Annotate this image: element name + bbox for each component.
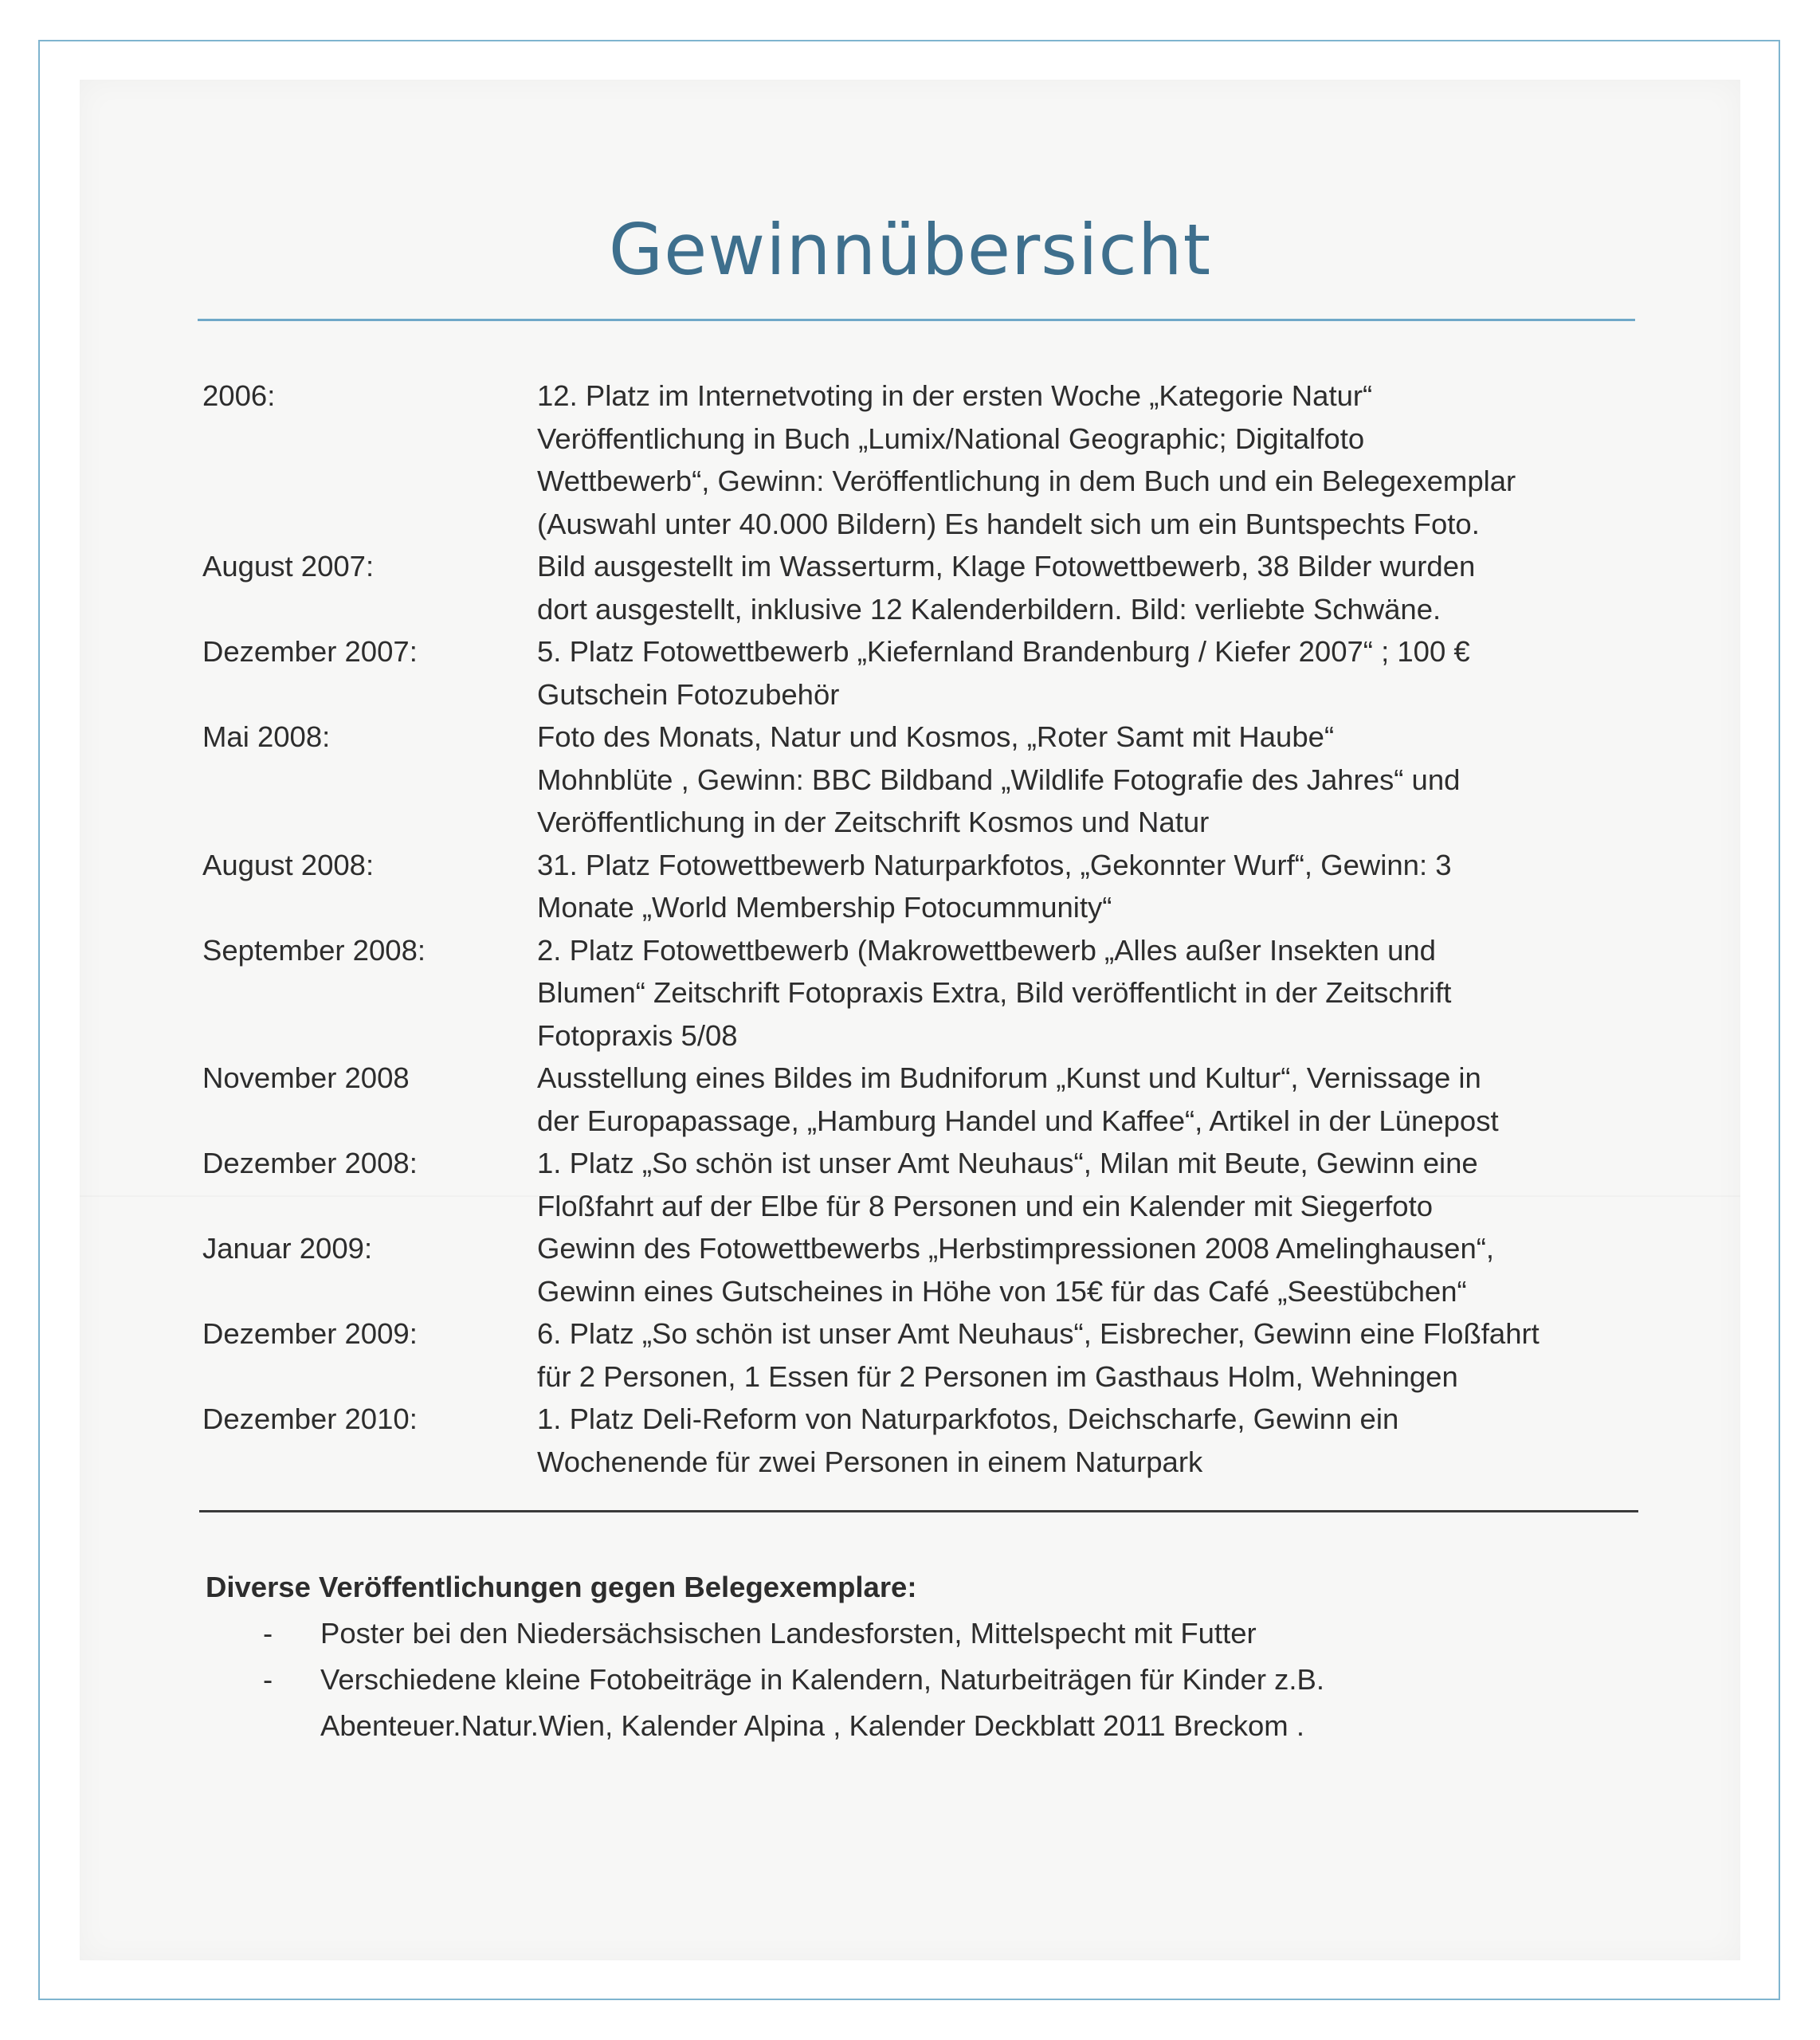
award-description-line: 6. Platz „So schön ist unser Amt Neuhaus“, Eisbrecher, Gewinn eine Floßfahrt [537, 1317, 1540, 1350]
award-date: Januar 2009: [202, 1232, 373, 1265]
publication-text [320, 1657, 1324, 1749]
publication-item [206, 1657, 1640, 1749]
award-description-line: für 2 Personen, 1 Essen für 2 Personen im Gasthaus Holm, Wehningen [537, 1359, 1458, 1393]
award-description [537, 929, 1637, 1057]
award-description-line: Monate „World Membership Fotocummunity“ [537, 891, 1112, 924]
award-description-line: Veröffentlichung in der Zeitschrift Kosmos und Natur [537, 806, 1210, 838]
bullet-dash: - [263, 1663, 273, 1696]
award-entry [202, 1398, 1637, 1483]
award-description-line: Blumen“ Zeitschrift Fotopraxis Extra, Bild veröffentlicht in der Zeitschrift [537, 976, 1452, 1009]
award-description-line: Gewinn des Fotowettbewerbs „Herbstimpressionen 2008 Amelinghausen“, [537, 1232, 1495, 1265]
award-description-line: Mohnblüte , Gewinn: BBC Bildband „Wildlife Fotografie des Jahres“ und [537, 763, 1461, 796]
publications-section [206, 1564, 1640, 1749]
award-date: Dezember 2009: [202, 1317, 418, 1350]
page-title: Gewinnübersicht [608, 209, 1212, 291]
award-entry [202, 844, 1637, 929]
award-date: Dezember 2010: [202, 1402, 418, 1435]
title-divider [198, 319, 1635, 321]
award-description-line: 2. Platz Fotowettbewerb (Makrowettbewerb „Alles außer Insekten und [537, 933, 1436, 967]
award-entry [202, 1057, 1637, 1142]
award-description-line: Veröffentlichung in Buch „Lumix/National Geographic; Digitalfoto [537, 422, 1365, 455]
award-description-line: Gutschein Fotozubehör [537, 677, 840, 711]
award-description-line: der Europapassage, „Hamburg Handel und Kaffee“, Artikel in der Lünepost [537, 1104, 1499, 1137]
award-description [537, 375, 1637, 545]
award-description [537, 716, 1637, 844]
award-description-line: 12. Platz im Internetvoting in der ersten Woche „Kategorie Natur“ [537, 379, 1373, 412]
award-entry [202, 545, 1637, 630]
award-description [537, 1142, 1637, 1227]
award-date: November 2008 [202, 1061, 410, 1094]
award-description-line: Fotopraxis 5/08 [537, 1018, 738, 1052]
award-entry [202, 1227, 1637, 1312]
award-description-line: Ausstellung eines Bildes im Budniforum „Kunst und Kultur“, Vernissage in [537, 1061, 1481, 1094]
award-description [537, 545, 1637, 630]
award-date: Mai 2008: [202, 720, 331, 753]
award-date: Dezember 2007: [202, 635, 418, 668]
publications-list [206, 1610, 1640, 1749]
award-description-line: 1. Platz „So schön ist unser Amt Neuhaus“, Milan mit Beute, Gewinn eine [537, 1147, 1478, 1179]
award-description [537, 844, 1637, 929]
publication-text-line: Abenteuer.Natur.Wien, Kalender Alpina , Kalender Deckblatt 2011 Breckom . [320, 1709, 1304, 1742]
award-date: Dezember 2008: [202, 1147, 418, 1179]
award-description-line: Wettbewerb“, Gewinn: Veröffentlichung in dem Buch und ein Belegexemplar [537, 465, 1516, 497]
award-entry [202, 1142, 1637, 1227]
award-description [537, 1312, 1637, 1398]
award-description [537, 1227, 1637, 1312]
award-description [537, 1398, 1637, 1483]
award-entry [202, 630, 1637, 716]
award-date: 2006: [202, 379, 276, 412]
award-entry [202, 716, 1637, 844]
award-date: August 2008: [202, 848, 375, 881]
award-description-line: Foto des Monats, Natur und Kosmos, „Roter Samt mit Haube“ [537, 720, 1335, 753]
bullet-dash: - [263, 1617, 273, 1650]
award-description-line: (Auswahl unter 40.000 Bildern) Es handelt sich um ein Buntspechts Foto. [537, 507, 1480, 540]
award-entry [202, 375, 1637, 545]
award-date: September 2008: [202, 933, 426, 967]
award-date: August 2007: [202, 550, 375, 583]
award-description-line: Floßfahrt auf der Elbe für 8 Personen und ein Kalender mit Siegerfoto [537, 1189, 1434, 1222]
award-entry [202, 1312, 1637, 1398]
award-entry [202, 929, 1637, 1057]
award-description [537, 630, 1637, 716]
publication-text-line: Verschiedene kleine Fotobeiträge in Kalendern, Naturbeiträgen für Kinder z.B. [320, 1663, 1325, 1696]
award-description-line: 5. Platz Fotowettbewerb „Kiefernland Brandenburg / Kiefer 2007“ ; 100 € [537, 635, 1470, 668]
award-description-line: Wochenende für zwei Personen in einem Naturpark [537, 1445, 1203, 1478]
section-divider [199, 1510, 1638, 1512]
award-description [537, 1057, 1637, 1142]
publication-text [320, 1610, 1257, 1657]
publication-text-line: Poster bei den Niedersächsischen Landesforsten, Mittelspecht mit Futter [320, 1617, 1257, 1650]
award-description-line: dort ausgestellt, inklusive 12 Kalenderbildern. Bild: verliebte Schwäne. [537, 592, 1441, 626]
awards-list [202, 375, 1637, 1483]
award-description-line: 31. Platz Fotowettbewerb Naturparkfotos, „Gekonnter Wurf“, Gewinn: 3 [537, 848, 1452, 881]
award-description-line: Gewinn eines Gutscheines in Höhe von 15€ für das Café „Seestübchen“ [537, 1274, 1467, 1308]
award-description-line: 1. Platz Deli-Reform von Naturparkfotos, Deichscharfe, Gewinn ein [537, 1402, 1399, 1435]
publications-heading: Diverse Veröffentlichungen gegen Belegexemplare: [206, 1571, 917, 1603]
award-description-line: Bild ausgestellt im Wasserturm, Klage Fotowettbewerb, 38 Bilder wurden [537, 550, 1476, 583]
publication-item [206, 1610, 1640, 1657]
